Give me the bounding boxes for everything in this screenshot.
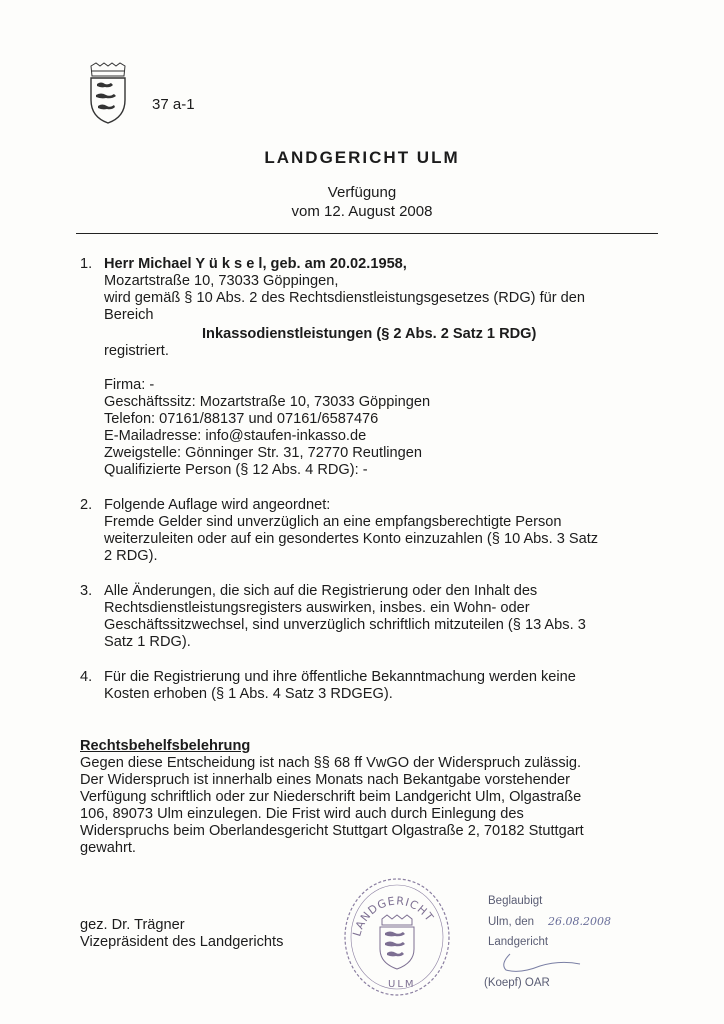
court-seal-stamp: [342, 875, 452, 997]
item-text: weiterzuleiten oder auf ein gesondertes Konto einzuzahlen (§ 10 Abs. 3 Satz: [104, 531, 599, 547]
item-text: Alle Änderungen, die sich auf die Registrierung oder den Inhalt des: [104, 583, 538, 599]
remedy-text: Gegen diese Entscheidung ist nach §§ 68 ff VwGO der Widerspruch zulässig.: [80, 755, 582, 771]
item-number: 2.: [80, 497, 93, 513]
item-text: Rechtsdienstleistungsregisters auswirken, insbes. ein Wohn- oder: [104, 600, 530, 616]
handwritten-signature: [480, 950, 600, 980]
item-text: Geschäftssitzwechsel, sind unverzüglich schriftlich mitzuteilen (§ 13 Abs. 3: [104, 617, 586, 633]
registration-status: registriert.: [104, 343, 169, 359]
remedy-text: Der Widerspruch ist innerhalb eines Monats nach Bekantgabe vorstehender: [80, 772, 570, 788]
certification-place: Ulm, den: [488, 916, 535, 928]
item-text: Folgende Auflage wird angeordnet:: [104, 497, 331, 513]
item-text: Mozartstraße 10, 73033 Göppingen,: [104, 273, 339, 289]
item-text: Für die Registrierung und ihre öffentliche Bekanntmachung werden keine: [104, 669, 576, 685]
item-text: Satz 1 RDG).: [104, 634, 191, 650]
signature-name: gez. Dr. Trägner: [80, 917, 185, 933]
certification-clerk: (Koepf) OAR: [484, 977, 550, 989]
remedy-heading: Rechtsbehelfsbelehrung: [80, 738, 251, 754]
document-reference: 37 a-1: [152, 96, 195, 113]
court-name: LANDGERICHT ULM: [264, 148, 460, 167]
detail-line: Telefon: 07161/88137 und 07161/6587476: [104, 411, 379, 427]
svg-text:LANDGERICHT: [350, 894, 436, 937]
coat-of-arms-icon: [88, 62, 128, 124]
item-number: 3.: [80, 583, 93, 599]
item-text: Bereich: [104, 307, 154, 323]
detail-line: Firma: -: [104, 377, 155, 393]
item-text: Kosten erhoben (§ 1 Abs. 4 Satz 3 RDGEG).: [104, 686, 393, 702]
detail-line: E-Mailadresse: info@staufen-inkasso.de: [104, 428, 367, 444]
item-number: 1.: [80, 256, 93, 272]
remedy-text: Verfügung schriftlich oder zur Niederschrift beim Landgericht Ulm, Olgastraße: [80, 789, 582, 805]
remedy-text: gewahrt.: [80, 840, 136, 856]
detail-line: Geschäftssitz: Mozartstraße 10, 73033 Göppingen: [104, 394, 431, 410]
certification-label: Beglaubigt: [488, 895, 543, 907]
document-date: vom 12. August 2008: [291, 203, 433, 220]
seal-bottom-text: ULM: [388, 979, 416, 990]
service-area: Inkassodienstleistungen (§ 2 Abs. 2 Satz 1 RDG): [202, 326, 537, 342]
detail-line: Qualifizierte Person (§ 12 Abs. 4 RDG): -: [104, 462, 368, 478]
certification-authority: Landgericht: [488, 936, 549, 948]
header-divider: [76, 233, 658, 234]
item-text: wird gemäß § 10 Abs. 2 des Rechtsdienstleistungsgesetzes (RDG) für den: [104, 290, 586, 306]
registrant-name: Herr Michael Y ü k s e l, geb. am 20.02.1958,: [104, 256, 407, 272]
item-text: 2 RDG).: [104, 548, 158, 564]
document-title: Verfügung: [327, 184, 397, 201]
remedy-text: Widerspruchs beim Oberlandesgericht Stuttgart Olgastraße 2, 70182 Stuttgart: [80, 823, 584, 839]
remedy-text: 106, 89073 Ulm einzulegen. Die Frist wird auch durch Einlegung des: [80, 806, 524, 822]
signature-role: Vizepräsident des Landgerichts: [80, 934, 284, 950]
item-number: 4.: [80, 669, 93, 685]
detail-line: Zweigstelle: Gönninger Str. 31, 72770 Reutlingen: [104, 445, 423, 461]
item-text: Fremde Gelder sind unverzüglich an eine empfangsberechtigte Person: [104, 514, 562, 530]
certification-date: 26.08.2008: [548, 915, 611, 928]
seal-top-text: LANDGERICHT: [350, 894, 437, 938]
